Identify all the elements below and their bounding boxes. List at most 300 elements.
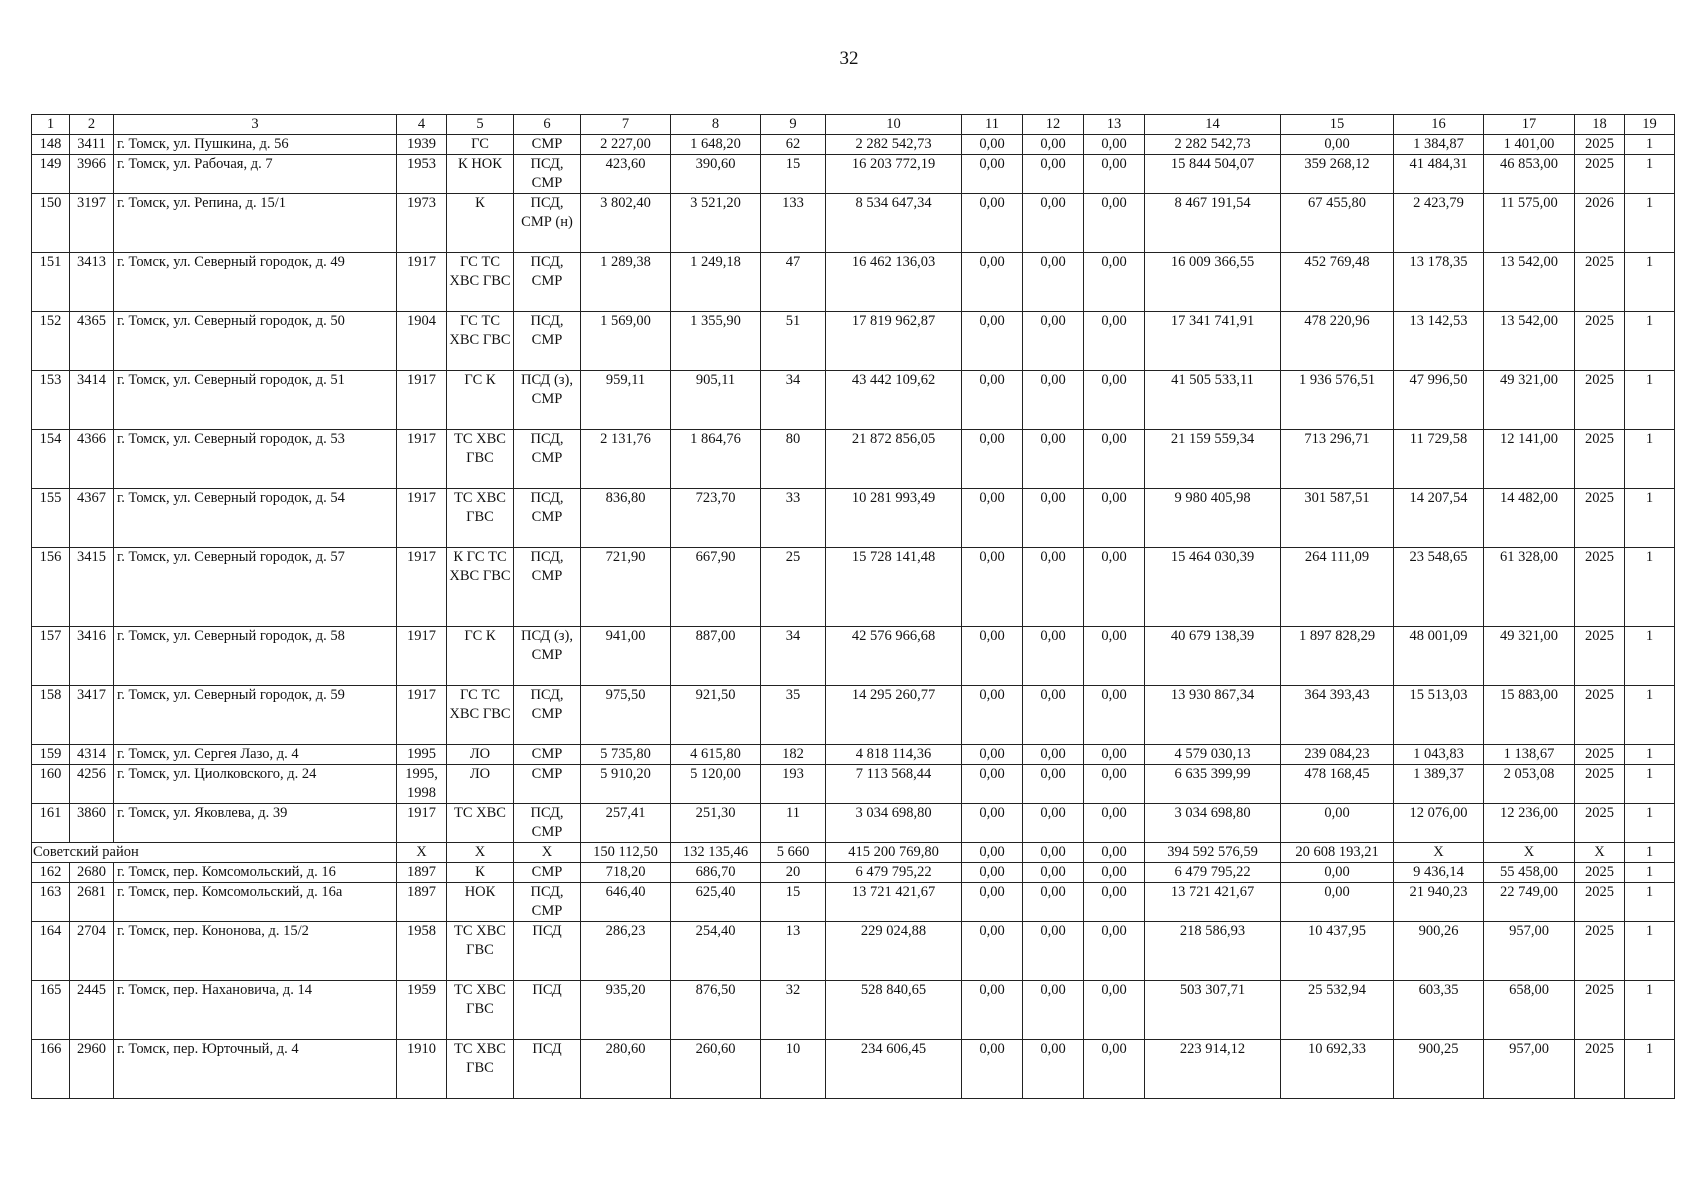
cell-c13: 0,00 xyxy=(1084,765,1145,804)
cell-c12: 0,00 xyxy=(1023,1040,1084,1099)
cell-c16: 15 513,03 xyxy=(1394,686,1484,745)
cell-c19: 1 xyxy=(1625,1040,1675,1099)
cell-addr: г. Томск, ул. Северный городок, д. 57 xyxy=(114,548,397,627)
cell-c13: 0,00 xyxy=(1084,1040,1145,1099)
cell-c10: 8 534 647,34 xyxy=(826,194,962,253)
cell-c15: 10 437,95 xyxy=(1281,922,1394,981)
cell-id: 4366 xyxy=(70,430,114,489)
cell-works: ТС ХВС ГВС xyxy=(447,1040,514,1099)
cell-c13: 0,00 xyxy=(1084,489,1145,548)
cell-c11: 0,00 xyxy=(962,804,1023,843)
cell-year: 1917 xyxy=(397,804,447,843)
cell-c16: 13 178,35 xyxy=(1394,253,1484,312)
table-row xyxy=(32,922,1675,981)
cell-c8: 254,40 xyxy=(671,922,761,981)
cell-c19: 1 xyxy=(1625,253,1675,312)
cell-year: 1995, 1998 xyxy=(397,765,447,804)
cell-year: 1917 xyxy=(397,253,447,312)
cell-year: 1939 xyxy=(397,135,447,155)
cell-c19: 1 xyxy=(1625,489,1675,548)
cell-addr: г. Томск, ул. Яковлева, д. 39 xyxy=(114,804,397,843)
column-header: 2 xyxy=(70,115,114,135)
cell-c12: 0,00 xyxy=(1023,863,1084,883)
cell-c19: 1 xyxy=(1625,627,1675,686)
district-cell-c15: 20 608 193,21 xyxy=(1281,843,1394,863)
cell-c10: 43 442 109,62 xyxy=(826,371,962,430)
cell-n: 152 xyxy=(32,312,70,371)
cell-c10: 234 606,45 xyxy=(826,1040,962,1099)
cell-c19: 1 xyxy=(1625,804,1675,843)
table-row xyxy=(32,312,1675,371)
cell-stage: ПСД, СМР (н) xyxy=(514,194,581,253)
cell-stage: ПСД (з), СМР xyxy=(514,627,581,686)
cell-c16: 23 548,65 xyxy=(1394,548,1484,627)
district-cell-c13: 0,00 xyxy=(1084,843,1145,863)
cell-c11: 0,00 xyxy=(962,1040,1023,1099)
cell-addr: г. Томск, ул. Северный городок, д. 58 xyxy=(114,627,397,686)
cell-c11: 0,00 xyxy=(962,627,1023,686)
cell-c7: 280,60 xyxy=(581,1040,671,1099)
cell-c19: 1 xyxy=(1625,430,1675,489)
cell-c12: 0,00 xyxy=(1023,745,1084,765)
cell-n: 160 xyxy=(32,765,70,804)
cell-id: 4367 xyxy=(70,489,114,548)
cell-c8: 887,00 xyxy=(671,627,761,686)
cell-c15: 0,00 xyxy=(1281,135,1394,155)
cell-c17: 957,00 xyxy=(1484,922,1575,981)
cell-c18: 2025 xyxy=(1575,548,1625,627)
cell-c7: 5 910,20 xyxy=(581,765,671,804)
cell-stage: СМР xyxy=(514,863,581,883)
cell-c13: 0,00 xyxy=(1084,804,1145,843)
cell-c10: 13 721 421,67 xyxy=(826,883,962,922)
cell-c14: 4 579 030,13 xyxy=(1145,745,1281,765)
cell-c10: 14 295 260,77 xyxy=(826,686,962,745)
cell-c19: 1 xyxy=(1625,135,1675,155)
table-row xyxy=(32,135,1675,155)
cell-stage: ПСД, СМР xyxy=(514,686,581,745)
cell-c8: 1 864,76 xyxy=(671,430,761,489)
cell-c15: 364 393,43 xyxy=(1281,686,1394,745)
column-header: 13 xyxy=(1084,115,1145,135)
cell-n: 156 xyxy=(32,548,70,627)
cell-c9: 34 xyxy=(761,627,826,686)
cell-c12: 0,00 xyxy=(1023,371,1084,430)
table-row xyxy=(32,686,1675,745)
district-cell-c5: Х xyxy=(447,843,514,863)
district-cell-c7: 150 112,50 xyxy=(581,843,671,863)
cell-c16: 900,25 xyxy=(1394,1040,1484,1099)
cell-id: 2681 xyxy=(70,883,114,922)
cell-year: 1917 xyxy=(397,489,447,548)
cell-year: 1917 xyxy=(397,430,447,489)
cell-id: 4256 xyxy=(70,765,114,804)
district-cell-c17: Х xyxy=(1484,843,1575,863)
cell-c17: 61 328,00 xyxy=(1484,548,1575,627)
cell-c7: 721,90 xyxy=(581,548,671,627)
cell-stage: ПСД, СМР xyxy=(514,312,581,371)
cell-stage: ПСД xyxy=(514,922,581,981)
cell-c19: 1 xyxy=(1625,981,1675,1040)
cell-stage: ПСД xyxy=(514,981,581,1040)
column-header: 4 xyxy=(397,115,447,135)
cell-c17: 12 141,00 xyxy=(1484,430,1575,489)
cell-c8: 905,11 xyxy=(671,371,761,430)
cell-stage: ПСД (з), СМР xyxy=(514,371,581,430)
cell-stage: СМР xyxy=(514,135,581,155)
cell-addr: г. Томск, ул. Северный городок, д. 49 xyxy=(114,253,397,312)
cell-id: 3966 xyxy=(70,155,114,194)
cell-c18: 2025 xyxy=(1575,686,1625,745)
cell-c15: 264 111,09 xyxy=(1281,548,1394,627)
cell-c9: 35 xyxy=(761,686,826,745)
cell-works: К xyxy=(447,863,514,883)
cell-c19: 1 xyxy=(1625,548,1675,627)
cell-c12: 0,00 xyxy=(1023,922,1084,981)
cell-c16: 1 389,37 xyxy=(1394,765,1484,804)
cell-stage: ПСД, СМР xyxy=(514,253,581,312)
cell-c15: 0,00 xyxy=(1281,863,1394,883)
table-row xyxy=(32,489,1675,548)
cell-year: 1958 xyxy=(397,922,447,981)
cell-c8: 723,70 xyxy=(671,489,761,548)
cell-c19: 1 xyxy=(1625,155,1675,194)
district-name: Советский район xyxy=(32,843,397,863)
cell-c14: 8 467 191,54 xyxy=(1145,194,1281,253)
cell-c19: 1 xyxy=(1625,922,1675,981)
cell-c10: 42 576 966,68 xyxy=(826,627,962,686)
cell-c11: 0,00 xyxy=(962,312,1023,371)
cell-c9: 33 xyxy=(761,489,826,548)
cell-id: 2704 xyxy=(70,922,114,981)
district-cell-c16: Х xyxy=(1394,843,1484,863)
cell-c13: 0,00 xyxy=(1084,686,1145,745)
cell-c8: 667,90 xyxy=(671,548,761,627)
cell-c14: 218 586,93 xyxy=(1145,922,1281,981)
cell-c19: 1 xyxy=(1625,194,1675,253)
cell-c12: 0,00 xyxy=(1023,253,1084,312)
cell-c15: 1 936 576,51 xyxy=(1281,371,1394,430)
cell-c14: 17 341 741,91 xyxy=(1145,312,1281,371)
cell-year: 1917 xyxy=(397,627,447,686)
cell-c16: 2 423,79 xyxy=(1394,194,1484,253)
cell-id: 3413 xyxy=(70,253,114,312)
cell-works: ГС ТС ХВС ГВС xyxy=(447,312,514,371)
cell-addr: г. Томск, ул. Северный городок, д. 54 xyxy=(114,489,397,548)
cell-id: 3411 xyxy=(70,135,114,155)
cell-c9: 62 xyxy=(761,135,826,155)
cell-works: ТС ХВС ГВС xyxy=(447,922,514,981)
cell-c7: 646,40 xyxy=(581,883,671,922)
cell-c12: 0,00 xyxy=(1023,627,1084,686)
cell-c9: 182 xyxy=(761,745,826,765)
district-cell-c8: 132 135,46 xyxy=(671,843,761,863)
cell-c12: 0,00 xyxy=(1023,804,1084,843)
cell-c17: 13 542,00 xyxy=(1484,312,1575,371)
cell-c12: 0,00 xyxy=(1023,194,1084,253)
district-cell-c4: Х xyxy=(397,843,447,863)
cell-c18: 2025 xyxy=(1575,371,1625,430)
column-header: 15 xyxy=(1281,115,1394,135)
cell-c14: 15 844 504,07 xyxy=(1145,155,1281,194)
cell-id: 2680 xyxy=(70,863,114,883)
cell-c14: 3 034 698,80 xyxy=(1145,804,1281,843)
cell-c13: 0,00 xyxy=(1084,194,1145,253)
column-header: 10 xyxy=(826,115,962,135)
cell-c12: 0,00 xyxy=(1023,765,1084,804)
cell-c19: 1 xyxy=(1625,745,1675,765)
cell-addr: г. Томск, ул. Циолковского, д. 24 xyxy=(114,765,397,804)
cell-works: ГС К xyxy=(447,371,514,430)
cell-c18: 2025 xyxy=(1575,135,1625,155)
cell-works: ГС xyxy=(447,135,514,155)
cell-c13: 0,00 xyxy=(1084,155,1145,194)
cell-n: 155 xyxy=(32,489,70,548)
cell-works: ГС ТС ХВС ГВС xyxy=(447,253,514,312)
table-row xyxy=(32,371,1675,430)
cell-n: 159 xyxy=(32,745,70,765)
cell-c12: 0,00 xyxy=(1023,883,1084,922)
cell-works: К ГС ТС ХВС ГВС xyxy=(447,548,514,627)
cell-works: ТС ХВС ГВС xyxy=(447,430,514,489)
table-row xyxy=(32,253,1675,312)
cell-c13: 0,00 xyxy=(1084,863,1145,883)
cell-c13: 0,00 xyxy=(1084,627,1145,686)
cell-c14: 16 009 366,55 xyxy=(1145,253,1281,312)
cell-c11: 0,00 xyxy=(962,194,1023,253)
cell-c11: 0,00 xyxy=(962,548,1023,627)
cell-c9: 47 xyxy=(761,253,826,312)
cell-c12: 0,00 xyxy=(1023,981,1084,1040)
cell-n: 150 xyxy=(32,194,70,253)
cell-n: 162 xyxy=(32,863,70,883)
cell-c16: 21 940,23 xyxy=(1394,883,1484,922)
column-number-row xyxy=(32,115,1675,135)
cell-c9: 15 xyxy=(761,155,826,194)
cell-c13: 0,00 xyxy=(1084,312,1145,371)
cell-c8: 1 355,90 xyxy=(671,312,761,371)
cell-c11: 0,00 xyxy=(962,253,1023,312)
cell-works: К НОК xyxy=(447,155,514,194)
cell-id: 3415 xyxy=(70,548,114,627)
cell-c18: 2025 xyxy=(1575,883,1625,922)
column-header: 9 xyxy=(761,115,826,135)
cell-c15: 25 532,94 xyxy=(1281,981,1394,1040)
cell-c7: 423,60 xyxy=(581,155,671,194)
table-row xyxy=(32,883,1675,922)
cell-c14: 13 930 867,34 xyxy=(1145,686,1281,745)
cell-c7: 935,20 xyxy=(581,981,671,1040)
cell-c14: 15 464 030,39 xyxy=(1145,548,1281,627)
cell-addr: г. Томск, ул. Северный городок, д. 53 xyxy=(114,430,397,489)
cell-c7: 2 227,00 xyxy=(581,135,671,155)
cell-c16: 603,35 xyxy=(1394,981,1484,1040)
cell-c18: 2025 xyxy=(1575,489,1625,548)
cell-c13: 0,00 xyxy=(1084,922,1145,981)
cell-n: 166 xyxy=(32,1040,70,1099)
cell-works: К xyxy=(447,194,514,253)
cell-year: 1917 xyxy=(397,548,447,627)
cell-c12: 0,00 xyxy=(1023,686,1084,745)
cell-c8: 876,50 xyxy=(671,981,761,1040)
cell-id: 3197 xyxy=(70,194,114,253)
cell-works: ЛО xyxy=(447,765,514,804)
cell-stage: ПСД, СМР xyxy=(514,155,581,194)
cell-id: 3414 xyxy=(70,371,114,430)
district-total-row xyxy=(32,843,1675,863)
page-number: 32 xyxy=(839,48,859,69)
column-header: 11 xyxy=(962,115,1023,135)
cell-n: 151 xyxy=(32,253,70,312)
cell-c19: 1 xyxy=(1625,686,1675,745)
table-row xyxy=(32,981,1675,1040)
cell-c11: 0,00 xyxy=(962,981,1023,1040)
cell-c15: 478 220,96 xyxy=(1281,312,1394,371)
table-row xyxy=(32,194,1675,253)
district-cell-c9: 5 660 xyxy=(761,843,826,863)
cell-id: 2960 xyxy=(70,1040,114,1099)
district-cell-c14: 394 592 576,59 xyxy=(1145,843,1281,863)
column-header: 5 xyxy=(447,115,514,135)
cell-c15: 478 168,45 xyxy=(1281,765,1394,804)
cell-c9: 13 xyxy=(761,922,826,981)
cell-n: 165 xyxy=(32,981,70,1040)
cell-c11: 0,00 xyxy=(962,489,1023,548)
column-header: 1 xyxy=(32,115,70,135)
repair-program-table xyxy=(31,114,1675,1099)
cell-year: 1904 xyxy=(397,312,447,371)
cell-works: ГС К xyxy=(447,627,514,686)
cell-works: ГС ТС ХВС ГВС xyxy=(447,686,514,745)
cell-c7: 2 131,76 xyxy=(581,430,671,489)
cell-c8: 390,60 xyxy=(671,155,761,194)
cell-works: НОК xyxy=(447,883,514,922)
cell-c17: 22 749,00 xyxy=(1484,883,1575,922)
cell-c13: 0,00 xyxy=(1084,135,1145,155)
cell-stage: ПСД, СМР xyxy=(514,430,581,489)
cell-c14: 41 505 533,11 xyxy=(1145,371,1281,430)
cell-c17: 658,00 xyxy=(1484,981,1575,1040)
cell-c9: 10 xyxy=(761,1040,826,1099)
cell-c16: 13 142,53 xyxy=(1394,312,1484,371)
cell-n: 158 xyxy=(32,686,70,745)
cell-addr: г. Томск, пер. Нахановича, д. 14 xyxy=(114,981,397,1040)
table-row xyxy=(32,863,1675,883)
cell-c7: 1 289,38 xyxy=(581,253,671,312)
cell-c8: 1 648,20 xyxy=(671,135,761,155)
cell-id: 3416 xyxy=(70,627,114,686)
cell-c18: 2025 xyxy=(1575,745,1625,765)
cell-c16: 900,26 xyxy=(1394,922,1484,981)
cell-works: ЛО xyxy=(447,745,514,765)
cell-c18: 2025 xyxy=(1575,1040,1625,1099)
cell-year: 1910 xyxy=(397,1040,447,1099)
cell-c13: 0,00 xyxy=(1084,548,1145,627)
cell-c8: 260,60 xyxy=(671,1040,761,1099)
cell-addr: г. Томск, ул. Рабочая, д. 7 xyxy=(114,155,397,194)
cell-c9: 11 xyxy=(761,804,826,843)
cell-c14: 6 479 795,22 xyxy=(1145,863,1281,883)
cell-c17: 55 458,00 xyxy=(1484,863,1575,883)
cell-c17: 13 542,00 xyxy=(1484,253,1575,312)
cell-c9: 51 xyxy=(761,312,826,371)
cell-c15: 452 769,48 xyxy=(1281,253,1394,312)
district-cell-c11: 0,00 xyxy=(962,843,1023,863)
cell-year: 1973 xyxy=(397,194,447,253)
cell-c15: 10 692,33 xyxy=(1281,1040,1394,1099)
cell-c19: 1 xyxy=(1625,863,1675,883)
cell-c8: 1 249,18 xyxy=(671,253,761,312)
column-header: 3 xyxy=(114,115,397,135)
cell-c9: 193 xyxy=(761,765,826,804)
cell-c14: 2 282 542,73 xyxy=(1145,135,1281,155)
cell-c15: 713 296,71 xyxy=(1281,430,1394,489)
column-header: 18 xyxy=(1575,115,1625,135)
cell-c14: 503 307,71 xyxy=(1145,981,1281,1040)
cell-c18: 2025 xyxy=(1575,981,1625,1040)
cell-addr: г. Томск, ул. Северный городок, д. 59 xyxy=(114,686,397,745)
cell-n: 153 xyxy=(32,371,70,430)
cell-c17: 1 401,00 xyxy=(1484,135,1575,155)
cell-c17: 957,00 xyxy=(1484,1040,1575,1099)
cell-c10: 229 024,88 xyxy=(826,922,962,981)
cell-c8: 921,50 xyxy=(671,686,761,745)
cell-c19: 1 xyxy=(1625,371,1675,430)
cell-c16: 47 996,50 xyxy=(1394,371,1484,430)
cell-c17: 15 883,00 xyxy=(1484,686,1575,745)
cell-c10: 7 113 568,44 xyxy=(826,765,962,804)
cell-c10: 2 282 542,73 xyxy=(826,135,962,155)
cell-c7: 718,20 xyxy=(581,863,671,883)
cell-addr: г. Томск, пер. Комсомольский, д. 16а xyxy=(114,883,397,922)
cell-c10: 21 872 856,05 xyxy=(826,430,962,489)
cell-c11: 0,00 xyxy=(962,745,1023,765)
cell-c16: 48 001,09 xyxy=(1394,627,1484,686)
cell-c14: 6 635 399,99 xyxy=(1145,765,1281,804)
cell-stage: ПСД, СМР xyxy=(514,489,581,548)
table-row xyxy=(32,745,1675,765)
cell-c9: 32 xyxy=(761,981,826,1040)
cell-c10: 4 818 114,36 xyxy=(826,745,962,765)
cell-year: 1995 xyxy=(397,745,447,765)
cell-n: 154 xyxy=(32,430,70,489)
cell-c8: 4 615,80 xyxy=(671,745,761,765)
cell-c12: 0,00 xyxy=(1023,430,1084,489)
cell-addr: г. Томск, пер. Кононова, д. 15/2 xyxy=(114,922,397,981)
column-header: 6 xyxy=(514,115,581,135)
cell-year: 1953 xyxy=(397,155,447,194)
cell-c18: 2025 xyxy=(1575,253,1625,312)
cell-stage: ПСД xyxy=(514,1040,581,1099)
cell-c17: 2 053,08 xyxy=(1484,765,1575,804)
table-row xyxy=(32,155,1675,194)
cell-addr: г. Томск, пер. Комсомольский, д. 16 xyxy=(114,863,397,883)
cell-c16: 41 484,31 xyxy=(1394,155,1484,194)
cell-c10: 6 479 795,22 xyxy=(826,863,962,883)
cell-addr: г. Томск, пер. Юрточный, д. 4 xyxy=(114,1040,397,1099)
column-header: 14 xyxy=(1145,115,1281,135)
cell-id: 3417 xyxy=(70,686,114,745)
cell-c9: 15 xyxy=(761,883,826,922)
table-row xyxy=(32,430,1675,489)
column-header: 8 xyxy=(671,115,761,135)
cell-c10: 16 203 772,19 xyxy=(826,155,962,194)
cell-c13: 0,00 xyxy=(1084,745,1145,765)
cell-c9: 80 xyxy=(761,430,826,489)
column-header: 19 xyxy=(1625,115,1675,135)
cell-c17: 49 321,00 xyxy=(1484,627,1575,686)
cell-c19: 1 xyxy=(1625,765,1675,804)
